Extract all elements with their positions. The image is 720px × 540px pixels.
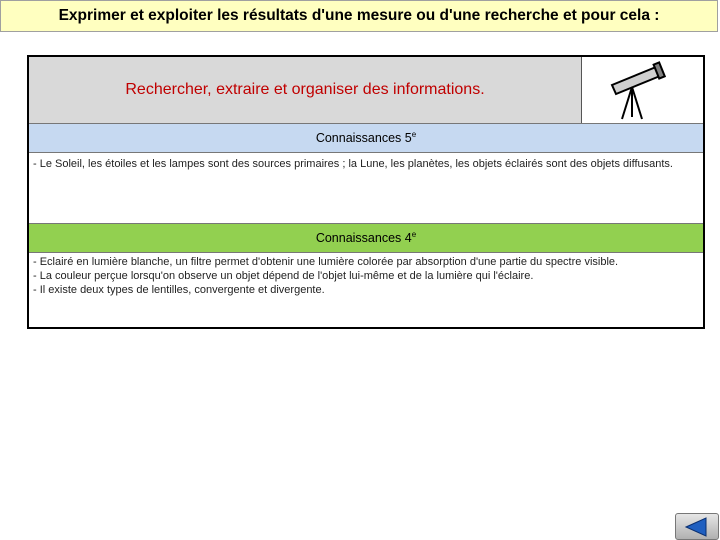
- list-item: - Il existe deux types de lentilles, convergente et divergente.: [33, 284, 325, 296]
- table-heading-row: [29, 57, 703, 123]
- section-title-4e: Connaissances 4: [315, 231, 412, 246]
- list-item: - La couleur perçue lorsqu'on observe un objet dépend de l'objet lui-même et de la lumière qui l'éclaire.: [33, 270, 534, 282]
- table-heading-cell: [29, 57, 582, 123]
- section-title-5e: Connaissances 5: [315, 131, 412, 146]
- section-header-5e: [29, 123, 703, 153]
- back-arrow-icon: [682, 517, 712, 537]
- section-content-5e: [33, 157, 699, 171]
- section-title-5e-sup: e: [411, 130, 417, 140]
- page-title: Exprimer et exploiter les résultats d'une mesure ou d'une recherche et pour cela :: [58, 7, 660, 24]
- section-title-4e-sup: e: [411, 230, 417, 240]
- section-content-4e: [33, 255, 699, 297]
- section-header-4e: [29, 223, 703, 253]
- list-item: - Le Soleil, les étoiles et les lampes sont des sources primaires ; la Lune, les planètes, les objets éclairés sont des objets diffusants.: [33, 158, 673, 170]
- page-title-bar: [0, 0, 718, 32]
- table-heading: Rechercher, extraire et organiser des informations.: [125, 81, 485, 98]
- back-button[interactable]: [675, 513, 719, 540]
- telescope-icon: [582, 57, 703, 123]
- knowledge-table: [27, 55, 705, 329]
- list-item: - Eclairé en lumière blanche, un filtre permet d'obtenir une lumière colorée par absorption d'une partie du spectre visible.: [33, 256, 619, 268]
